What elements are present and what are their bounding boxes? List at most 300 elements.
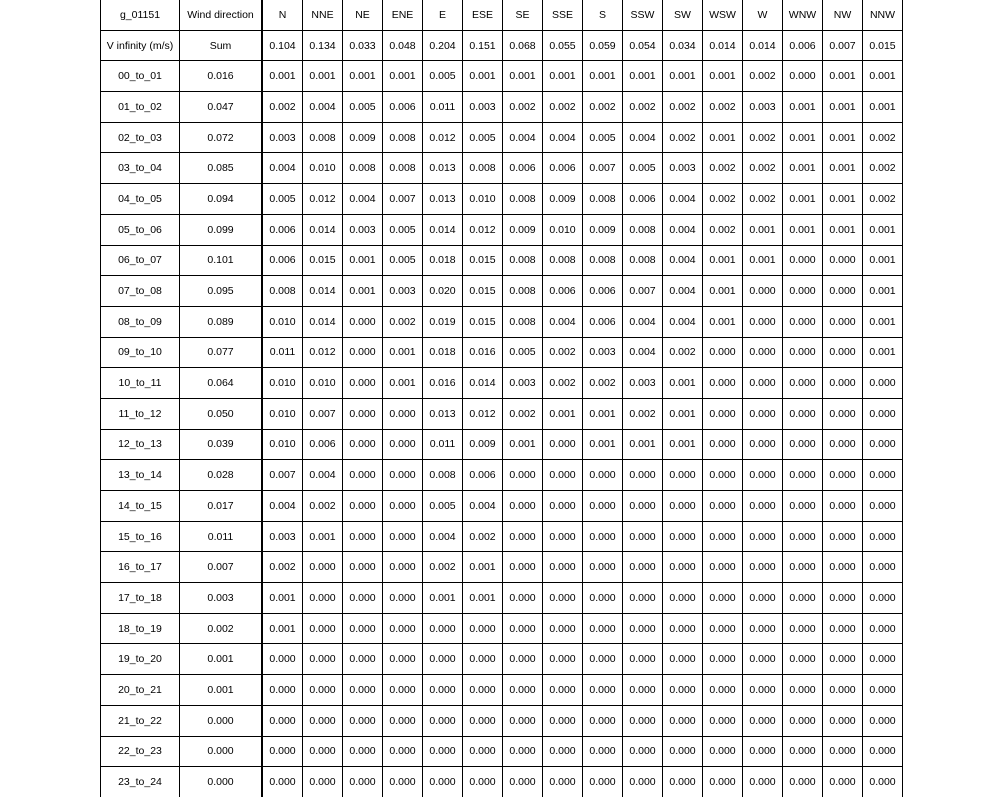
speed-bin-label: 17_to_18 xyxy=(101,583,180,614)
value-cell: 0.000 xyxy=(743,613,783,644)
value-cell: 0.005 xyxy=(423,491,463,522)
value-cell: 0.000 xyxy=(783,368,823,399)
value-cell: 0.008 xyxy=(503,306,543,337)
value-cell: 0.000 xyxy=(383,460,423,491)
value-cell: 0.000 xyxy=(423,675,463,706)
value-cell: 0.008 xyxy=(383,153,423,184)
value-cell: 0.000 xyxy=(383,767,423,797)
value-cell: 0.000 xyxy=(743,460,783,491)
value-cell: 0.000 xyxy=(663,491,703,522)
value-cell: 0.004 xyxy=(663,184,703,215)
value-cell: 0.002 xyxy=(503,398,543,429)
value-cell: 0.005 xyxy=(343,92,383,123)
value-cell: 0.000 xyxy=(343,736,383,767)
value-cell: 0.000 xyxy=(383,675,423,706)
value-cell: 0.000 xyxy=(343,583,383,614)
value-cell: 0.011 xyxy=(423,92,463,123)
table-row xyxy=(101,276,903,307)
value-cell: 0.002 xyxy=(543,92,583,123)
value-cell: 0.003 xyxy=(463,92,503,123)
direction-header-cell: WNW xyxy=(783,0,823,30)
value-cell: 0.000 xyxy=(783,583,823,614)
value-cell: 0.010 xyxy=(262,429,303,460)
value-cell: 0.000 xyxy=(503,460,543,491)
value-cell: 0.000 xyxy=(783,521,823,552)
speed-bin-label: 12_to_13 xyxy=(101,429,180,460)
value-cell: 0.014 xyxy=(303,214,343,245)
value-cell: 0.015 xyxy=(463,245,503,276)
value-cell: 0.008 xyxy=(583,184,623,215)
value-cell: 0.002 xyxy=(262,92,303,123)
value-cell: 0.000 xyxy=(783,552,823,583)
value-cell: 0.001 xyxy=(703,245,743,276)
table-row xyxy=(101,214,903,245)
value-cell: 0.000 xyxy=(583,583,623,614)
value-cell: 0.000 xyxy=(783,613,823,644)
value-cell: 0.006 xyxy=(543,276,583,307)
value-cell: 0.002 xyxy=(543,337,583,368)
table-row xyxy=(101,613,903,644)
value-cell: 0.000 xyxy=(863,583,903,614)
value-cell: 0.000 xyxy=(583,675,623,706)
direction-header-cell: WSW xyxy=(703,0,743,30)
value-cell: 0.000 xyxy=(423,767,463,797)
wind-frequency-table xyxy=(100,0,903,797)
value-cell: 0.000 xyxy=(343,521,383,552)
value-cell: 0.009 xyxy=(583,214,623,245)
row-sum-cell: 0.072 xyxy=(180,122,263,153)
speed-bin-label: 09_to_10 xyxy=(101,337,180,368)
speed-bin-label: 23_to_24 xyxy=(101,767,180,797)
value-cell: 0.000 xyxy=(783,398,823,429)
value-cell: 0.001 xyxy=(262,613,303,644)
value-cell: 0.000 xyxy=(623,460,663,491)
value-cell: 0.000 xyxy=(823,675,863,706)
value-cell: 0.000 xyxy=(543,521,583,552)
value-cell: 0.000 xyxy=(623,583,663,614)
value-cell: 0.006 xyxy=(262,245,303,276)
value-cell: 0.000 xyxy=(383,552,423,583)
value-cell: 0.010 xyxy=(262,398,303,429)
value-cell: 0.000 xyxy=(623,675,663,706)
value-cell: 0.000 xyxy=(383,613,423,644)
value-cell: 0.000 xyxy=(343,705,383,736)
value-cell: 0.012 xyxy=(463,214,503,245)
value-cell: 0.010 xyxy=(543,214,583,245)
value-cell: 0.000 xyxy=(543,552,583,583)
value-cell: 0.001 xyxy=(343,276,383,307)
value-cell: 0.000 xyxy=(823,491,863,522)
value-cell: 0.004 xyxy=(303,92,343,123)
value-cell: 0.000 xyxy=(743,398,783,429)
value-cell: 0.014 xyxy=(463,368,503,399)
row-sum-cell: 0.085 xyxy=(180,153,263,184)
value-cell: 0.001 xyxy=(583,398,623,429)
value-cell: 0.000 xyxy=(743,429,783,460)
value-cell: 0.001 xyxy=(743,214,783,245)
value-cell: 0.001 xyxy=(703,276,743,307)
value-cell: 0.134 xyxy=(303,30,343,61)
value-cell: 0.000 xyxy=(623,644,663,675)
row-sum-cell: 0.050 xyxy=(180,398,263,429)
value-cell: 0.003 xyxy=(503,368,543,399)
value-cell: 0.001 xyxy=(343,61,383,92)
value-cell: 0.000 xyxy=(783,675,823,706)
value-cell: 0.000 xyxy=(583,705,623,736)
table-row xyxy=(101,429,903,460)
value-cell: 0.002 xyxy=(663,122,703,153)
value-cell: 0.015 xyxy=(463,306,503,337)
value-cell: 0.004 xyxy=(663,276,703,307)
value-cell: 0.000 xyxy=(583,521,623,552)
direction-header-cell: NNE xyxy=(303,0,343,30)
row-sum-cell: 0.016 xyxy=(180,61,263,92)
value-cell: 0.000 xyxy=(743,337,783,368)
value-cell: 0.001 xyxy=(623,61,663,92)
value-cell: 0.000 xyxy=(823,337,863,368)
value-cell: 0.000 xyxy=(262,644,303,675)
value-cell: 0.000 xyxy=(623,767,663,797)
value-cell: 0.001 xyxy=(303,521,343,552)
value-cell: 0.000 xyxy=(383,521,423,552)
direction-sum-row xyxy=(101,30,903,61)
value-cell: 0.001 xyxy=(783,92,823,123)
value-cell: 0.003 xyxy=(743,92,783,123)
value-cell: 0.008 xyxy=(463,153,503,184)
value-cell: 0.011 xyxy=(423,429,463,460)
value-cell: 0.013 xyxy=(423,184,463,215)
value-cell: 0.000 xyxy=(503,736,543,767)
value-cell: 0.001 xyxy=(503,429,543,460)
value-cell: 0.000 xyxy=(703,521,743,552)
value-cell: 0.014 xyxy=(303,276,343,307)
value-cell: 0.001 xyxy=(583,61,623,92)
value-cell: 0.151 xyxy=(463,30,503,61)
speed-bin-label: V infinity (m/s) xyxy=(101,30,180,61)
value-cell: 0.000 xyxy=(503,644,543,675)
value-cell: 0.008 xyxy=(383,122,423,153)
value-cell: 0.000 xyxy=(343,644,383,675)
value-cell: 0.000 xyxy=(343,306,383,337)
value-cell: 0.001 xyxy=(823,61,863,92)
table-row xyxy=(101,337,903,368)
row-sum-cell: 0.002 xyxy=(180,613,263,644)
value-cell: 0.005 xyxy=(583,122,623,153)
value-cell: 0.000 xyxy=(503,583,543,614)
value-cell: 0.006 xyxy=(583,276,623,307)
value-cell: 0.001 xyxy=(262,583,303,614)
value-cell: 0.000 xyxy=(703,613,743,644)
value-cell: 0.000 xyxy=(663,613,703,644)
value-cell: 0.002 xyxy=(703,184,743,215)
value-cell: 0.001 xyxy=(303,61,343,92)
value-cell: 0.000 xyxy=(343,368,383,399)
value-cell: 0.001 xyxy=(823,153,863,184)
value-cell: 0.000 xyxy=(783,736,823,767)
value-cell: 0.000 xyxy=(783,61,823,92)
value-cell: 0.001 xyxy=(863,92,903,123)
value-cell: 0.010 xyxy=(262,368,303,399)
value-cell: 0.059 xyxy=(583,30,623,61)
value-cell: 0.000 xyxy=(503,767,543,797)
table-row xyxy=(101,306,903,337)
value-cell: 0.002 xyxy=(423,552,463,583)
table-row xyxy=(101,61,903,92)
table-row xyxy=(101,92,903,123)
value-cell: 0.000 xyxy=(703,767,743,797)
value-cell: 0.000 xyxy=(623,613,663,644)
value-cell: 0.011 xyxy=(262,337,303,368)
value-cell: 0.005 xyxy=(423,61,463,92)
value-cell: 0.002 xyxy=(583,92,623,123)
value-cell: 0.002 xyxy=(503,92,543,123)
direction-header-cell: NW xyxy=(823,0,863,30)
value-cell: 0.000 xyxy=(823,644,863,675)
value-cell: 0.000 xyxy=(783,644,823,675)
value-cell: 0.000 xyxy=(703,675,743,706)
value-cell: 0.000 xyxy=(863,736,903,767)
value-cell: 0.000 xyxy=(743,521,783,552)
value-cell: 0.008 xyxy=(623,214,663,245)
row-sum-cell: 0.001 xyxy=(180,675,263,706)
value-cell: 0.016 xyxy=(423,368,463,399)
value-cell: 0.000 xyxy=(583,613,623,644)
value-cell: 0.000 xyxy=(543,491,583,522)
direction-header-cell: SE xyxy=(503,0,543,30)
value-cell: 0.009 xyxy=(503,214,543,245)
value-cell: 0.001 xyxy=(663,398,703,429)
value-cell: 0.000 xyxy=(383,429,423,460)
value-cell: 0.004 xyxy=(343,184,383,215)
value-cell: 0.000 xyxy=(343,337,383,368)
table-row xyxy=(101,583,903,614)
table-row xyxy=(101,398,903,429)
value-cell: 0.014 xyxy=(743,30,783,61)
table-row xyxy=(101,184,903,215)
speed-bin-label: 08_to_09 xyxy=(101,306,180,337)
value-cell: 0.008 xyxy=(543,245,583,276)
value-cell: 0.002 xyxy=(743,153,783,184)
value-cell: 0.004 xyxy=(543,122,583,153)
value-cell: 0.000 xyxy=(503,613,543,644)
value-cell: 0.000 xyxy=(343,460,383,491)
value-cell: 0.001 xyxy=(823,92,863,123)
value-cell: 0.009 xyxy=(463,429,503,460)
speed-bin-label: 13_to_14 xyxy=(101,460,180,491)
value-cell: 0.001 xyxy=(262,61,303,92)
value-cell: 0.004 xyxy=(463,491,503,522)
value-cell: 0.000 xyxy=(823,705,863,736)
value-cell: 0.000 xyxy=(543,613,583,644)
value-cell: 0.000 xyxy=(423,736,463,767)
value-cell: 0.000 xyxy=(303,675,343,706)
value-cell: 0.001 xyxy=(863,245,903,276)
value-cell: 0.000 xyxy=(262,705,303,736)
value-cell: 0.010 xyxy=(303,153,343,184)
value-cell: 0.001 xyxy=(703,306,743,337)
value-cell: 0.000 xyxy=(743,368,783,399)
value-cell: 0.009 xyxy=(343,122,383,153)
value-cell: 0.006 xyxy=(583,306,623,337)
value-cell: 0.008 xyxy=(623,245,663,276)
value-cell: 0.001 xyxy=(783,184,823,215)
row-sum-cell: 0.011 xyxy=(180,521,263,552)
value-cell: 0.000 xyxy=(343,552,383,583)
value-cell: 0.001 xyxy=(703,122,743,153)
value-cell: 0.008 xyxy=(343,153,383,184)
value-cell: 0.034 xyxy=(663,30,703,61)
value-cell: 0.000 xyxy=(583,644,623,675)
speed-bin-label: 14_to_15 xyxy=(101,491,180,522)
value-cell: 0.000 xyxy=(423,613,463,644)
value-cell: 0.000 xyxy=(863,460,903,491)
value-cell: 0.000 xyxy=(703,552,743,583)
value-cell: 0.033 xyxy=(343,30,383,61)
value-cell: 0.004 xyxy=(262,153,303,184)
value-cell: 0.000 xyxy=(663,675,703,706)
value-cell: 0.000 xyxy=(463,644,503,675)
value-cell: 0.000 xyxy=(343,767,383,797)
value-cell: 0.003 xyxy=(623,368,663,399)
speed-bin-label: 16_to_17 xyxy=(101,552,180,583)
value-cell: 0.002 xyxy=(583,368,623,399)
value-cell: 0.000 xyxy=(863,521,903,552)
value-cell: 0.000 xyxy=(703,644,743,675)
value-cell: 0.002 xyxy=(863,122,903,153)
value-cell: 0.000 xyxy=(343,491,383,522)
speed-bin-label: 01_to_02 xyxy=(101,92,180,123)
value-cell: 0.003 xyxy=(262,521,303,552)
value-cell: 0.019 xyxy=(423,306,463,337)
value-cell: 0.001 xyxy=(343,245,383,276)
value-cell: 0.016 xyxy=(463,337,503,368)
value-cell: 0.048 xyxy=(383,30,423,61)
value-cell: 0.002 xyxy=(623,92,663,123)
value-cell: 0.000 xyxy=(463,736,503,767)
value-cell: 0.000 xyxy=(743,736,783,767)
value-cell: 0.000 xyxy=(823,613,863,644)
value-cell: 0.002 xyxy=(863,184,903,215)
value-cell: 0.054 xyxy=(623,30,663,61)
value-cell: 0.000 xyxy=(623,736,663,767)
value-cell: 0.000 xyxy=(703,368,743,399)
value-cell: 0.000 xyxy=(823,521,863,552)
value-cell: 0.005 xyxy=(262,184,303,215)
speed-bin-label: 19_to_20 xyxy=(101,644,180,675)
value-cell: 0.020 xyxy=(423,276,463,307)
value-cell: 0.000 xyxy=(703,736,743,767)
value-cell: 0.001 xyxy=(543,61,583,92)
direction-header-cell: SSE xyxy=(543,0,583,30)
value-cell: 0.001 xyxy=(783,214,823,245)
table-row xyxy=(101,368,903,399)
value-cell: 0.008 xyxy=(503,184,543,215)
value-cell: 0.000 xyxy=(663,552,703,583)
value-cell: 0.000 xyxy=(543,583,583,614)
value-cell: 0.000 xyxy=(303,552,343,583)
value-cell: 0.000 xyxy=(863,398,903,429)
value-cell: 0.000 xyxy=(823,767,863,797)
value-cell: 0.006 xyxy=(543,153,583,184)
value-cell: 0.000 xyxy=(743,276,783,307)
value-cell: 0.000 xyxy=(823,736,863,767)
value-cell: 0.000 xyxy=(543,675,583,706)
value-cell: 0.006 xyxy=(503,153,543,184)
value-cell: 0.000 xyxy=(463,675,503,706)
table-row xyxy=(101,552,903,583)
value-cell: 0.000 xyxy=(543,705,583,736)
value-cell: 0.001 xyxy=(823,122,863,153)
value-cell: 0.001 xyxy=(583,429,623,460)
value-cell: 0.000 xyxy=(543,460,583,491)
value-cell: 0.000 xyxy=(823,276,863,307)
row-sum-cell: 0.099 xyxy=(180,214,263,245)
speed-bin-label: 06_to_07 xyxy=(101,245,180,276)
value-cell: 0.002 xyxy=(743,122,783,153)
row-sum-cell: 0.000 xyxy=(180,736,263,767)
value-cell: 0.000 xyxy=(583,552,623,583)
value-cell: 0.004 xyxy=(663,245,703,276)
value-cell: 0.000 xyxy=(703,460,743,491)
value-cell: 0.000 xyxy=(463,767,503,797)
value-cell: 0.000 xyxy=(743,644,783,675)
row-sum-cell: 0.007 xyxy=(180,552,263,583)
value-cell: 0.015 xyxy=(303,245,343,276)
value-cell: 0.005 xyxy=(503,337,543,368)
value-cell: 0.010 xyxy=(262,306,303,337)
value-cell: 0.000 xyxy=(663,736,703,767)
value-cell: 0.001 xyxy=(383,337,423,368)
value-cell: 0.008 xyxy=(423,460,463,491)
value-cell: 0.001 xyxy=(463,552,503,583)
row-sum-cell: 0.064 xyxy=(180,368,263,399)
value-cell: 0.003 xyxy=(383,276,423,307)
value-cell: 0.000 xyxy=(783,429,823,460)
value-cell: 0.000 xyxy=(823,552,863,583)
value-cell: 0.004 xyxy=(262,491,303,522)
value-cell: 0.000 xyxy=(703,429,743,460)
value-cell: 0.004 xyxy=(503,122,543,153)
value-cell: 0.001 xyxy=(863,276,903,307)
value-cell: 0.001 xyxy=(463,61,503,92)
value-cell: 0.010 xyxy=(303,368,343,399)
value-cell: 0.000 xyxy=(863,429,903,460)
value-cell: 0.000 xyxy=(863,552,903,583)
value-cell: 0.001 xyxy=(783,153,823,184)
value-cell: 0.001 xyxy=(663,61,703,92)
value-cell: 0.012 xyxy=(303,337,343,368)
value-cell: 0.000 xyxy=(743,552,783,583)
value-cell: 0.004 xyxy=(663,306,703,337)
value-cell: 0.000 xyxy=(503,491,543,522)
value-cell: 0.002 xyxy=(703,214,743,245)
value-cell: 0.000 xyxy=(543,644,583,675)
row-sum-cell: 0.101 xyxy=(180,245,263,276)
speed-bin-label: 04_to_05 xyxy=(101,184,180,215)
value-cell: 0.006 xyxy=(623,184,663,215)
value-cell: 0.002 xyxy=(743,184,783,215)
value-cell: 0.001 xyxy=(663,429,703,460)
value-cell: 0.004 xyxy=(663,214,703,245)
value-cell: 0.001 xyxy=(623,429,663,460)
value-cell: 0.000 xyxy=(823,460,863,491)
row-sum-cell: 0.094 xyxy=(180,184,263,215)
value-cell: 0.008 xyxy=(503,276,543,307)
value-cell: 0.003 xyxy=(343,214,383,245)
value-cell: 0.000 xyxy=(663,644,703,675)
value-cell: 0.005 xyxy=(463,122,503,153)
value-cell: 0.006 xyxy=(262,214,303,245)
